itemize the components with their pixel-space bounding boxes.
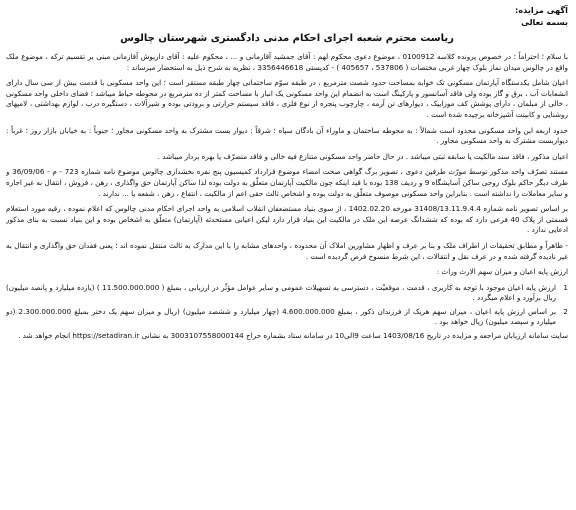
item-text: بر اساس ارزش پایه اعیان ، میزان سهم هریک از فرزندان ذکور ، بمبلغ 4.600.000.000 (چهار میلیارد و ششصد میلیون) (ریال و میزان سهم یک دختر بمبلغ 2.300.000.000 (دو میلیارد و سیصد میلیون) ریال خواهد بود . (6, 306, 557, 327)
notice-heading: آگهی مزایده: (515, 5, 568, 15)
item-number: 1 (563, 282, 568, 292)
intro-paragraph: با سلام ؛ احتراماً ؛ در خصوص پرونده کلاسه 0100912 ، موضوع دعوی محکوم لهم : آقای جمشید آقازمانی و ... ، محکوم علیه : آقای داریوش آقازمانی مبنی بر تقسیم ترکه ، موضوع ملک واقع در چالوس میدان نماز بلوک چهار غربی مختصات ( 537806 ، 405657 ) - کدپستی 3356446618 ، نظریه به شرح ذیل به استحضار میرساند : (6, 52, 568, 72)
title-deed-paragraph: اعیان مذکور ، فاقد سند مالکیت یا سابقه ثبتی میباشد . در حال حاضر واحد مسکونی متنازع فیه خالی و فاقد متصرّف یا بهره بردار میباشد . (157, 151, 568, 161)
item-number: 2 (563, 306, 568, 316)
foundation-letter-paragraph: بر اساس تصویر نامه شماره 31408/13.11.9.4.4 مورخه 1402.02.20 ، از سوی بنیاد مستضعفان انقلاب اسلامی به واحد اجرای احکام مدنی چالوس که اعلام نموده ، رقبه مورد استعلام قسمتی از پلاک 40 فرعی دارد که بوده که ششدانگ عرصه این ملک در مالکیت این بنیاد قرار دارد لیکن اعیانی مستحدثه (آپارتمان) متعلّق به اشخاص بوده و این بنیاد نسبت به بنای مذکور ادعایی ندارد . (6, 204, 568, 235)
addressee-title: ریاست محترم شعبه اجرای احکام مدنی دادگستری شهرستان چالوس (120, 33, 454, 44)
item-text: ارزش پایه اعیان موجود با توجه به کاربری ، قدمت ، موقعیّت ، دسترسی به تسهیلات عمومی و سایر عوامل مؤثّر در ارزیابی ، بمبلغ ( 11.500.000.000 ) (یازده میلیارد و پانصد میلیون) ریال برآورد و اعلام میگردد . (6, 282, 556, 303)
field-research-paragraph: - ظاهراً و مطابق تحقیقات از اطراف ملک و بنا بر عرف و اظهار مشاورین املاک آن محدوده ، واحدهای مشابه را با این مدارک به ثالث منتقل نموده اند ؛ یعنی فقدان حق واگذاری و انتقال به غیر نادیده گرفته شده و در عرف نقل و انتقالات ، این شرط منسوخ فرض گردیده است . (6, 240, 568, 261)
boundaries-paragraph: حدود اربعه این واحد مسکونی محدود است شمالاً : به محوطه ساختمان و ماوراء آن بادگان سپاه ؛ شرقاً : دیوار بست مشترک به واحد مسکونی مجاور ؛ جنوباً : به خیابان بازار روز ؛ غرباً : دیواربست مشترک به واحد مسکونی مجاور . (6, 125, 568, 146)
valuation-heading: ارزش پایه اعیان و میزان سهم الارث وراث : (436, 267, 568, 277)
notice-document (6, 4, 568, 504)
auction-footer-paragraph: سایت سامانه ارزیابان مراجعه و مزایده در تاریخ 1403/08/16 ساعت 9الی10 در سامانه ستاد بشماره حراج 3003107558000144 به نشانی https://setadiran.ir انجام خواهد شد . (18, 331, 568, 341)
basmala-line: بسمه تعالی (521, 17, 568, 27)
valuation-item (6, 283, 568, 304)
property-description-paragraph: اعیان شامل یکدستگاه آپارتمان مسکونی تک خوابه بمساحت حدود شصت مترمربع ، در طبقه سوّم ساختمانی چهار طبقه مستقر است ؛ این واحد مسکونی با قدمت بیش از سی سال دارای انشعابات آب ، برق و گاز بوده ولی فاقد آسانسور و پارکینگ است به انضمام این واحد مسکونی یک انبار با مساحت کمتر از ده مترمربع در محوطه حیاط میباشد ؛ فضای داخلی واحد مسکونی ، خالی از مبلمان ، دارای پوشش کف موزاییک ، دیوارهای تن آرمه ، چارچوب پنجره از نوع فلزی ، فاقد سیستم حرارتی و برودتی بوده و شیرآلات ، دستگیره درب ، لوازم بهداشتی ، لامپهای روشنایی و کابینت آشپزخانه برچیده شده است . (6, 78, 568, 119)
inheritance-share-item (6, 307, 568, 328)
possession-basis-paragraph: مستند تصرّف واحد مذکور توسط مورّث طرفین دعوی ، تصویر برگ گواهی صحت امضاء موضوع قرارداد کمیسیون پنج نفره بخشداری چالوس موضوع نامه شماره 723 - م - 36/09/06 و طرف دیگر حاکم بلوک روحی ساکن آسایشگاه 9 و ردیف 138 بوده با قید اینکه چون مالکیت آپارتمان متعلّق به دولت بوده لذا ساکن آپارتمان حق واگذاری ، رهن ، فروش ، انتقال به غیر اجاره و سایر معاملات را نداشته است . بنابراین واحد مسکونی موصوف متعلّق به دولت بوده و اشخاص ثالث حقی اعم از مالکیت ، انتفاع ، رهن ، شفعه یا ... ندارند . (6, 167, 568, 198)
